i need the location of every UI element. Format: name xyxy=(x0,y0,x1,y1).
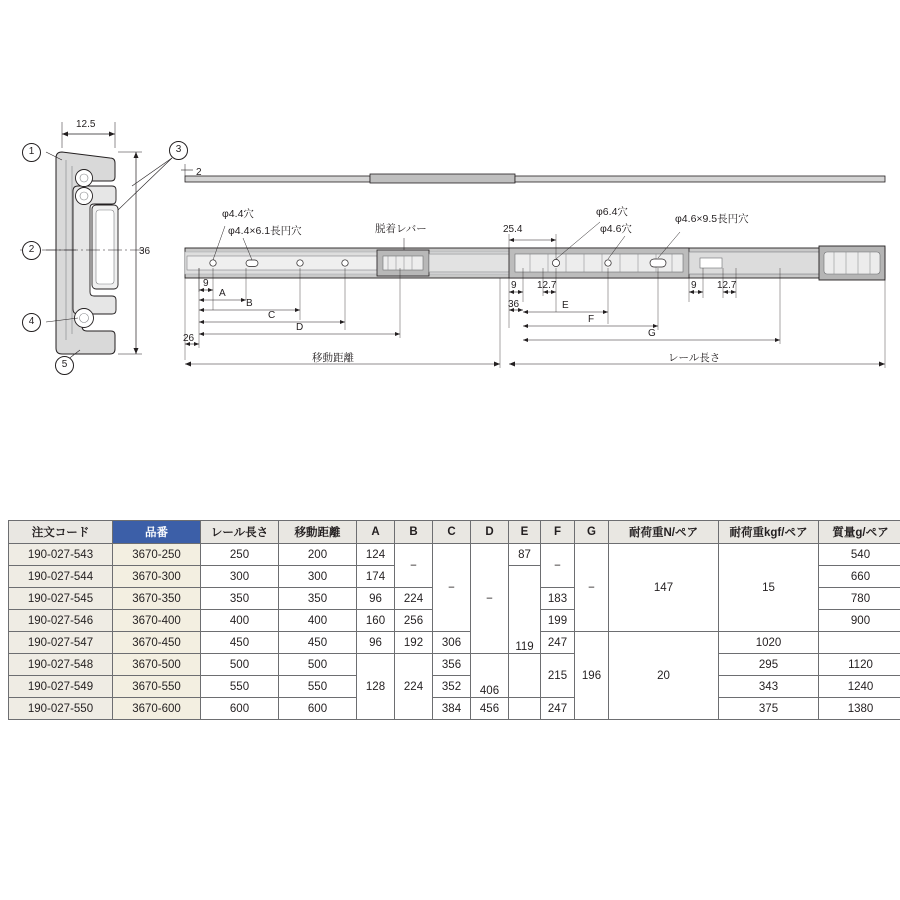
header-g: G xyxy=(575,521,609,544)
callout-3: 3 xyxy=(169,141,188,160)
cell-rail-length: 550 xyxy=(201,676,279,698)
cell-rail-length: 600 xyxy=(201,698,279,720)
cell-order-code: 190-027-550 xyxy=(9,698,113,720)
cell-c-dash: − xyxy=(433,544,471,632)
label-detach-lever: 脱着レバー xyxy=(375,223,427,235)
label-hole-4-4-long: φ4.4×6.1長円穴 xyxy=(228,225,302,237)
table-row[interactable] xyxy=(9,544,900,566)
cell-mass: 660 xyxy=(819,566,900,588)
cell-b: 224 xyxy=(395,588,433,610)
cell-order-code: 190-027-544 xyxy=(9,566,113,588)
header-rail-length: レール長さ xyxy=(201,521,279,544)
label-hole-6-4: φ6.4穴 xyxy=(596,206,628,218)
cell-item-number: 3670-250 xyxy=(113,544,201,566)
cell-travel: 300 xyxy=(279,566,357,588)
dim-25-4: 25.4 xyxy=(503,224,523,235)
dim-right-12-7: 12.7 xyxy=(717,280,737,291)
cell-e: 87 xyxy=(509,544,541,566)
cell-e-merged: 119 xyxy=(509,566,541,654)
cell-c: 352 xyxy=(433,676,471,698)
cell-item-number: 3670-600 xyxy=(113,698,201,720)
dim-26: 26 xyxy=(183,333,195,344)
cell-b: 192 xyxy=(395,632,433,654)
cell-g-dash: − xyxy=(575,544,609,632)
cell-g: 343 xyxy=(719,676,819,698)
cell-rail-length: 350 xyxy=(201,588,279,610)
spec-table xyxy=(8,520,900,720)
header-mass: 質量g/ペア xyxy=(819,521,900,544)
table-row[interactable] xyxy=(9,632,900,654)
dim-width-12-5: 12.5 xyxy=(76,119,96,130)
cell-f: 199 xyxy=(541,610,575,632)
cell-travel: 400 xyxy=(279,610,357,632)
cell-order-code: 190-027-543 xyxy=(9,544,113,566)
cell-a: 160 xyxy=(357,610,395,632)
label-hole-4-6-long: φ4.6×9.5長円穴 xyxy=(675,213,749,225)
header-c: C xyxy=(433,521,471,544)
cell-order-code: 190-027-546 xyxy=(9,610,113,632)
dim-mid-12-7: 12.7 xyxy=(537,280,557,291)
cell-load-n: 196 xyxy=(575,632,609,720)
dim-left-9: 9 xyxy=(203,278,209,289)
dim-c: C xyxy=(268,310,276,321)
cell-order-code: 190-027-547 xyxy=(9,632,113,654)
cell-item-number: 3670-350 xyxy=(113,588,201,610)
cell-b: 224 xyxy=(395,654,433,720)
cell-travel: 600 xyxy=(279,698,357,720)
cell-order-code: 190-027-548 xyxy=(9,654,113,676)
cell-mass: 900 xyxy=(819,610,900,632)
cell-f: 183 xyxy=(541,588,575,610)
table-row[interactable] xyxy=(9,676,900,698)
cell-rail-length: 250 xyxy=(201,544,279,566)
cell-rail-length: 400 xyxy=(201,610,279,632)
cell-g: 375 xyxy=(719,698,819,720)
header-e: E xyxy=(509,521,541,544)
cell-b-dash: − xyxy=(395,544,433,588)
cell-d: 456 xyxy=(471,698,509,720)
cell-f-dash: − xyxy=(541,544,575,588)
cell-mass: 540 xyxy=(819,544,900,566)
dim-b: B xyxy=(246,298,253,309)
table-row[interactable] xyxy=(9,698,900,720)
cell-mass: 1020 xyxy=(719,632,819,654)
header-f: F xyxy=(541,521,575,544)
cell-d-dash: − xyxy=(471,544,509,654)
cell-item-number: 3670-500 xyxy=(113,654,201,676)
callout-4: 4 xyxy=(22,313,41,332)
cell-f: 247 xyxy=(541,632,575,654)
cell-item-number: 3670-550 xyxy=(113,676,201,698)
label-hole-4-4: φ4.4穴 xyxy=(222,208,254,220)
header-load-kgf: 耐荷重kgf/ペア xyxy=(719,521,819,544)
header-item-number: 品番 xyxy=(113,521,201,544)
table-header-row xyxy=(9,521,900,544)
header-d: D xyxy=(471,521,509,544)
header-b: B xyxy=(395,521,433,544)
header-load-n: 耐荷重N/ペア xyxy=(609,521,719,544)
cell-mass: 780 xyxy=(819,588,900,610)
cell-order-code: 190-027-549 xyxy=(9,676,113,698)
dim-mid-9: 9 xyxy=(511,280,517,291)
cell-c: 384 xyxy=(433,698,471,720)
label-thickness-2: 2 xyxy=(196,167,202,178)
cell-travel: 350 xyxy=(279,588,357,610)
cell-c: 306 xyxy=(433,632,471,654)
cell-d: 406 xyxy=(471,654,509,698)
cell-a: 128 xyxy=(357,654,395,720)
dim-g: G xyxy=(648,328,656,339)
cell-mass: 1380 xyxy=(819,698,900,720)
cell-mass: 1240 xyxy=(819,676,900,698)
cell-rail-length: 300 xyxy=(201,566,279,588)
cell-a: 96 xyxy=(357,588,395,610)
cell-g: 295 xyxy=(719,654,819,676)
label-travel-distance: 移動距離 xyxy=(312,352,354,364)
header-travel-distance: 移動距離 xyxy=(279,521,357,544)
cell-travel: 200 xyxy=(279,544,357,566)
cell-f: 247 xyxy=(541,698,575,720)
cell-rail-length: 450 xyxy=(201,632,279,654)
header-order-code: 注文コード xyxy=(9,521,113,544)
cell-load-kgf: 20 xyxy=(609,632,719,720)
cell-order-code: 190-027-545 xyxy=(9,588,113,610)
cell-travel: 550 xyxy=(279,676,357,698)
cell-load-kgf: 15 xyxy=(719,544,819,632)
label-hole-4-6: φ4.6穴 xyxy=(600,223,632,235)
spec-table-wrapper xyxy=(8,520,892,720)
cell-rail-length: 500 xyxy=(201,654,279,676)
dim-a: A xyxy=(219,288,226,299)
cell-item-number: 3670-450 xyxy=(113,632,201,654)
cell-e-dash xyxy=(509,654,541,698)
dim-height-36: 36 xyxy=(139,246,151,257)
table-row[interactable] xyxy=(9,654,900,676)
cell-a: 124 xyxy=(357,544,395,566)
cell-a: 174 xyxy=(357,566,395,588)
callout-2: 2 xyxy=(22,241,41,260)
cell-travel: 450 xyxy=(279,632,357,654)
dim-e: E xyxy=(562,300,569,311)
cell-a: 96 xyxy=(357,632,395,654)
cell-c: 356 xyxy=(433,654,471,676)
cell-load-n: 147 xyxy=(609,544,719,632)
dim-d: D xyxy=(296,322,304,333)
dim-right-9: 9 xyxy=(691,280,697,291)
callout-1: 1 xyxy=(22,143,41,162)
cell-item-number: 3670-400 xyxy=(113,610,201,632)
dim-f: F xyxy=(588,314,595,325)
cell-travel: 500 xyxy=(279,654,357,676)
cell-e xyxy=(509,698,541,720)
cell-b: 256 xyxy=(395,610,433,632)
header-a: A xyxy=(357,521,395,544)
cell-item-number: 3670-300 xyxy=(113,566,201,588)
label-rail-length: レール長さ xyxy=(668,352,721,364)
cell-mass: 1120 xyxy=(819,654,900,676)
dim-mid-36: 36 xyxy=(508,299,520,310)
cell-f: 215 xyxy=(541,654,575,698)
callout-5: 5 xyxy=(55,356,74,375)
